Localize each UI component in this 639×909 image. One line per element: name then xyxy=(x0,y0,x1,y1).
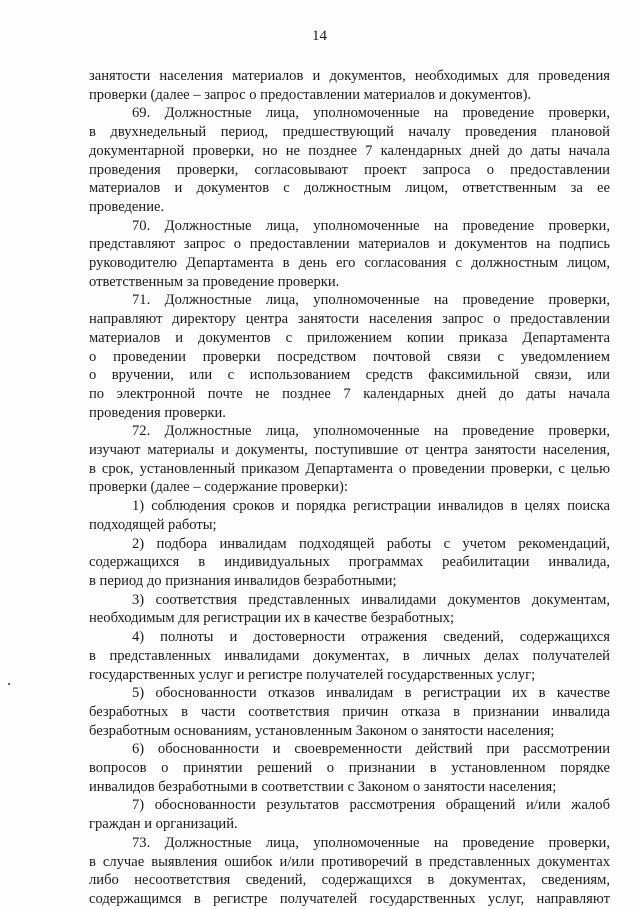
document-body xyxy=(89,67,610,909)
text-line: безработным основаниям, установленным Законом о занятости населения; xyxy=(89,722,555,739)
text-line: представляют запрос о предоставлении материалов и документов на подпись xyxy=(89,236,610,253)
text-line: материалов и документов с приложением копии приказа Департамента xyxy=(89,329,610,346)
text-line: 70. Должностные лица, уполномоченные на проведение проверки, xyxy=(132,217,610,234)
text-line: содержащихся в индивидуальных программах реабилитации инвалида, xyxy=(89,554,610,571)
text-line: 73. Должностные лица, уполномоченные на проведение проверки, xyxy=(132,834,610,851)
text-line: направляют директору центра занятости населения запрос о предоставлении xyxy=(89,311,610,328)
text-line: государственных услуг и регистре получателей государственных услуг; xyxy=(89,666,536,683)
text-line: содержащимся в регистре получателей государственных услуг, направляют xyxy=(89,890,610,907)
text-line: проверки (далее – запрос о предоставлении материалов и документов). xyxy=(89,86,532,103)
text-line: 72. Должностные лица, уполномоченные на проведение проверки, xyxy=(132,423,610,440)
text-line: 69. Должностные лица, уполномоченные на проведение проверки, xyxy=(132,105,610,122)
text-line: безработных в части соответствия причин отказа в признании инвалида xyxy=(89,703,610,720)
text-line: 4) полноты и достоверности отражения сведений, содержащихся xyxy=(132,629,610,646)
text-line: в период до признания инвалидов безработными; xyxy=(89,572,397,589)
text-line: необходимым для регистрации их в качестве безработных; xyxy=(89,610,455,627)
text-line: в двухнедельный период, предшествующий началу проведения плановой xyxy=(89,124,610,141)
text-line: 2) подбора инвалидам подходящей работы с учетом рекомендаций, xyxy=(132,535,610,552)
text-line: либо несоответствия сведений, содержащихся в документах, сведениям, xyxy=(89,872,610,889)
text-line: проверки (далее – содержание проверки): xyxy=(89,479,348,496)
text-line: документарной проверки, но не позднее 7 календарных дней до даты начала xyxy=(89,142,610,159)
text-line: вопросов о принятии решений о признании в установленном порядке xyxy=(89,760,610,777)
text-line: 7) обоснованности результатов рассмотрения обращений и/или жалоб xyxy=(132,797,610,814)
text-line: проведения проверки, согласовывают проект запроса о предоставлении xyxy=(89,161,610,178)
page-number: 14 xyxy=(312,28,327,44)
text-line: проведение. xyxy=(89,198,165,215)
text-line: 71. Должностные лица, уполномоченные на проведение проверки, xyxy=(132,292,610,309)
text-line: в представленных инвалидами документах, в личных делах получателей xyxy=(89,647,610,664)
text-line: изучают материалы и документы, поступившие от центра занятости населения, xyxy=(89,442,610,459)
text-line: ответственным за проведение проверки. xyxy=(89,273,340,290)
text-line: в случае выявления ошибок и/или противоречий в представленных документах xyxy=(89,853,610,870)
text-line: 3) соответствия представленных инвалидами документов документам, xyxy=(132,591,610,608)
text-line: 6) обоснованности и своевременности действий при рассмотрении xyxy=(132,741,610,758)
text-line: граждан и организаций. xyxy=(89,816,238,833)
text-line: проведения проверки. xyxy=(89,404,226,421)
text-line: инвалидов безработными в соответствии с Законом о занятости населения; xyxy=(89,778,557,795)
scan-artifact-dot xyxy=(8,683,10,685)
text-line: подходящей работы; xyxy=(89,516,217,533)
text-line: 1) соблюдения сроков и порядка регистрации инвалидов в целях поиска xyxy=(132,498,610,515)
text-line: о вручении, или с использованием средств факсимильной связи, или xyxy=(89,367,610,384)
text-line: о проведении проверки посредством почтовой связи с уведомлением xyxy=(89,348,610,365)
text-line: 5) обоснованности отказов инвалидам в регистрации их в качестве xyxy=(132,685,610,702)
text-line: в срок, установленный приказом Департамента о проведении проверки, с целью xyxy=(89,460,610,477)
text-line: руководителю Департамента в день его согласования с должностным лицом, xyxy=(89,255,610,272)
text-line: материалов и документов с должностным лицом, ответственным за ее xyxy=(89,180,610,197)
text-line: по электронной почте не позднее 7 календарных дней до даты начала xyxy=(89,385,610,402)
text-line: занятости населения материалов и документов, необходимых для проведения xyxy=(89,68,610,84)
